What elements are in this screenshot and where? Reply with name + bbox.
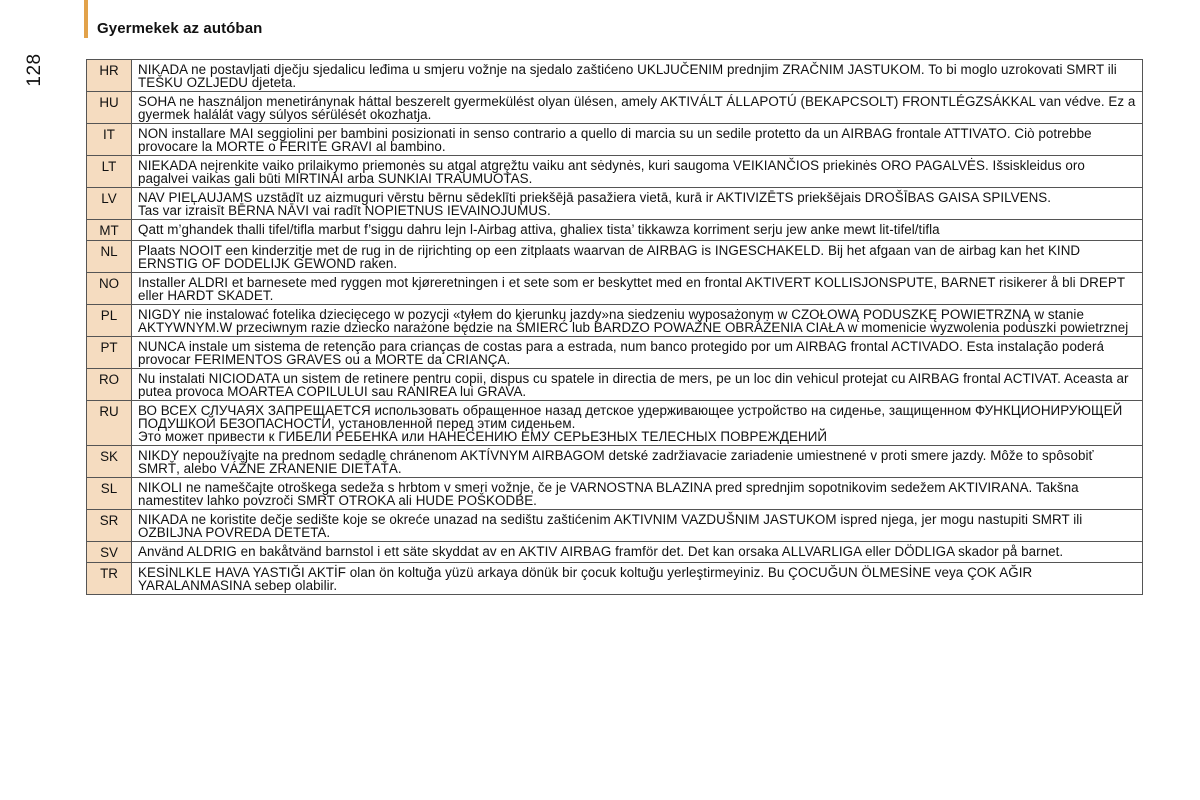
- language-code: LV: [87, 188, 132, 220]
- language-code: HR: [87, 60, 132, 92]
- table-row: [87, 478, 1143, 510]
- language-code: PL: [87, 305, 132, 337]
- warning-text: Nu instalati NICIODATA un sistem de retinere pentru copii, dispus cu spatele in directia de mers, pe un loc din vehicul protejat cu AIRBAG frontal ACTIVAT. Aceasta ar putea provoca MOARTEA COPILULUI sau RANIREA lui GRAVA.: [132, 369, 1143, 401]
- warning-text: KESİNLKLE HAVA YASTIĞI AKTİF olan ön koltuğa yüzü arkaya dönük bir çocuk koltuğu yerleştirmeyiniz. Bu ÇOCUĞUN ÖLMESİNE veya ÇOK AĞIR YARALANMASINA sebep olabilir.: [132, 563, 1143, 595]
- language-code: LT: [87, 156, 132, 188]
- language-code: SR: [87, 510, 132, 542]
- table-row: [87, 401, 1143, 446]
- section-title: Gyermekek az autóban: [97, 20, 263, 37]
- warning-text: NON installare MAI seggiolini per bambini posizionati in senso contrario a quello di marcia su un sedile protetto da un AIRBAG frontale ATTIVATO. Ciò potrebbe provocare la MORTE o FERITE GRAVI al bambino.: [132, 124, 1143, 156]
- language-code: SK: [87, 446, 132, 478]
- table-row: [87, 188, 1143, 220]
- warning-text: NUNCA instale um sistema de retenção para crianças de costas para a estrada, num banco protegido por um AIRBAG frontal ACTIVADO. Esta instalação poderá provocar FERIMENTOS GRAVES ou a MORTE da CRIANÇA.: [132, 337, 1143, 369]
- warning-text: NIKADA ne koristite dečje sedište koje se okreće unazad na sedištu zaštićenim AKTIVNIM VAZDUŠNIM JASTUKOM ispred njega, jer mogu nastupiti SMRT ili OZBILJNA POVREDA DETETA.: [132, 510, 1143, 542]
- warning-text: NIKDY nepoužívajte na prednom sedadle chránenom AKTÍVNYM AIRBAGOM detské zadržiavacie zariadenie umiestnené v proti smere jazdy. Môže to spôsobiť SMRŤ, alebo VÁŽNE ZRANENIE DIEŤAŤA.: [132, 446, 1143, 478]
- language-code: RO: [87, 369, 132, 401]
- language-code: PT: [87, 337, 132, 369]
- warning-text: SOHA ne használjon menetiránynak háttal beszerelt gyermekülést olyan ülésen, amely AKTIVÁLT ÁLLAPOTÚ (BEKAPCSOLT) FRONTLÉGZSÁKKAL van védve. Ez a gyermek halálát vagy súlyos sérülését okozhatja.: [132, 92, 1143, 124]
- warning-text: Installer ALDRI et barnesete med ryggen mot kjøreretningen i et sete som er beskyttet med en frontal AKTIVERT KOLLISJONSPUTE, BARNET risikerer å bli DREPT eller HARDT SKADET.: [132, 273, 1143, 305]
- warning-text: NIGDY nie instalować fotelika dziecięcego w pozycji «tyłem do kierunku jazdy»na siedzeniu wyposażonym w CZOŁOWĄ PODUSZKĘ POWIETRZNĄ w stanie AKTYWNYM.W przeciwnym razie dziecko narażone będzie na ŚMIERĆ lub BARDZO POWAŻNE OBRAŻENIA CIAŁA w momenicie wyzwolenia poduszki powietrznej: [132, 305, 1143, 337]
- language-code: NO: [87, 273, 132, 305]
- table-row: [87, 220, 1143, 241]
- language-code: SL: [87, 478, 132, 510]
- language-code: RU: [87, 401, 132, 446]
- page-number: 128: [24, 53, 45, 87]
- warning-text: NIEKADA neįrenkite vaiko prilaikymo priemonės su atgal atgręžtu vaiku ant sėdynės, kuri saugoma VEIKIANČIOS priekinės ORO PAGALVĖS. Išsiskleidus oro pagalvei vaikas gali būti MIRTINAI arba SUNKIAI TRAUMUOTAS.: [132, 156, 1143, 188]
- language-code: SV: [87, 542, 132, 563]
- warning-text: Plaats NOOIT een kinderzitje met de rug in de rijrichting op een zitplaats waarvan de AIRBAG is INGESCHAKELD. Bij het afgaan van de airbag kan het KIND ERNSTIG OF DODELIJK GEWOND raken.: [132, 241, 1143, 273]
- language-code: IT: [87, 124, 132, 156]
- warning-text: ВО ВСЕХ СЛУЧАЯХ ЗАПРЕЩАЕТСЯ использовать обращенное назад детское удерживающее устройство на сиденье, защищенном ФУНКЦИОНИРУЮЩЕЙ ПОДУШКОЙ БЕЗОПАСНОСТИ, установленной перед этим сиденьем. Это может привести к ГИБЕЛИ РЕБЕНКА или НАНЕСЕНИЮ ЕМУ СЕРЬЕЗНЫХ ТЕЛЕСНЫХ ПОВРЕЖДЕНИЙ: [132, 401, 1143, 446]
- header-accent-bar: [84, 0, 88, 38]
- table-row: [87, 241, 1143, 273]
- table-row: [87, 273, 1143, 305]
- language-code: HU: [87, 92, 132, 124]
- table-row: [87, 60, 1143, 92]
- table-row: [87, 369, 1143, 401]
- warning-text: Använd ALDRIG en bakåtvänd barnstol i ett säte skyddat av en AKTIV AIRBAG framför det. Det kan orsaka ALLVARLIGA eller DÖDLIGA skador på barnet.: [132, 542, 1143, 563]
- table-row: [87, 563, 1143, 595]
- language-code: MT: [87, 220, 132, 241]
- table-row: [87, 92, 1143, 124]
- warning-text: NAV PIEĻAUJAMS uzstādīt uz aizmuguri vērstu bērnu sēdeklīti priekšējā pasažiera vietā, kurā ir AKTIVIZĒTS priekšējais DROŠĪBAS GAISA SPILVENS. Tas var izraisīt BĒRNA NĀVI vai radīt NOPIETNUS IEVAINOJUMUS.: [132, 188, 1143, 220]
- language-code: TR: [87, 563, 132, 595]
- airbag-warning-table: [86, 59, 1143, 595]
- table-row: [87, 124, 1143, 156]
- table-row: [87, 446, 1143, 478]
- table-row: [87, 542, 1143, 563]
- warning-text: NIKADA ne postavljati dječju sjedalicu leđima u smjeru vožnje na sjedalo zaštićeno UKLJUČENIM prednjim ZRAČNIM JASTUKOM. To bi moglo uzrokovati SMRT ili TEŠKU OZLJEDU djeteta.: [132, 60, 1143, 92]
- table-row: [87, 510, 1143, 542]
- warning-text: NIKOLI ne nameščajte otroškega sedeža s hrbtom v smeri vožnje, če je VARNOSTNA BLAZINA pred sprednjim sopotnikovim sedežem AKTIVIRANA. Takšna namestitev lahko povzroči SMRT OTROKA ali HUDE POŠKODBE.: [132, 478, 1143, 510]
- language-code: NL: [87, 241, 132, 273]
- table-row: [87, 305, 1143, 337]
- warning-text: Qatt m’ghandek thalli tifel/tifla marbut f’siggu dahru lejn l-Airbag attiva, ghaliex tista’ tikkawza korriment serju jew anke mewt lit-tifel/tifla: [132, 220, 1143, 241]
- table-row: [87, 337, 1143, 369]
- table-row: [87, 156, 1143, 188]
